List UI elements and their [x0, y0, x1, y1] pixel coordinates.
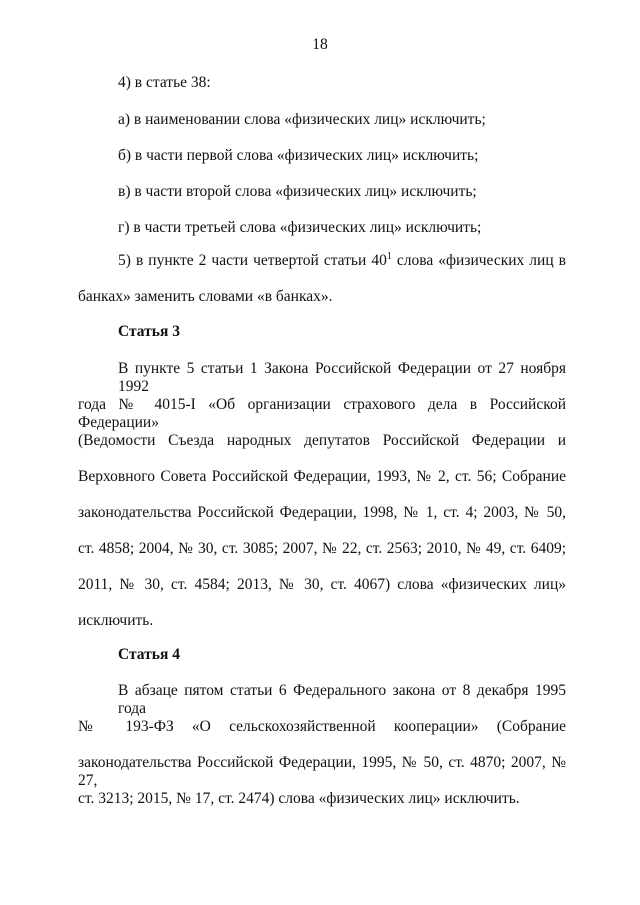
superscript: 1 [386, 251, 392, 262]
article-4-line-1: В абзаце пятом статьи 6 Федерального закона от 8 декабря 1995 года [118, 682, 566, 717]
article-3-heading: Статья 3 [118, 323, 180, 340]
list-item-4: 4) в статье 38: [118, 74, 211, 91]
list-item-b: б) в части первой слова «физических лиц» исключить; [118, 147, 479, 164]
article-3-line-1: В пункте 5 статьи 1 Закона Российской Федерации от 27 ноября 1992 [118, 360, 566, 395]
article-3-line-2: года № 4015-I «Об организации страхового дела в Российской Федерации» [78, 396, 566, 431]
article-4-line-4: ст. 3213; 2015, № 17, ст. 2474) слова «физических лиц» исключить. [78, 790, 520, 807]
list-item-5-line-2: банках» заменить словами «в банках». [78, 288, 333, 305]
article-3-line-3: (Ведомости Съезда народных депутатов Российской Федерации и [78, 432, 566, 449]
list-item-g: г) в части третьей слова «физических лиц» исключить; [118, 219, 482, 236]
article-4-line-3: законодательства Российской Федерации, 1995, № 50, ст. 4870; 2007, № 27, [78, 754, 566, 789]
article-3-line-8: исключить. [78, 612, 154, 629]
article-3-line-6: ст. 4858; 2004, № 30, ст. 3085; 2007, № 22, ст. 2563; 2010, № 49, ст. 6409; [78, 540, 566, 557]
article-4-line-2: № 193-ФЗ «О сельскохозяйственной кооперации» (Собрание [78, 718, 566, 735]
list-item-5-text: 5) в пункте 2 части четвертой статьи 40 [118, 252, 387, 269]
list-item-v: в) в части второй слова «физических лиц» исключить; [118, 183, 477, 200]
article-3-line-5: законодательства Российской Федерации, 1998, № 1, ст. 4; 2003, № 50, [78, 504, 566, 521]
article-4-heading: Статья 4 [118, 646, 180, 663]
article-3-line-7: 2011, № 30, ст. 4584; 2013, № 30, ст. 4067) слова «физических лиц» [78, 576, 566, 593]
article-3-line-4: Верховного Совета Российской Федерации, 1993, № 2, ст. 56; Собрание [78, 468, 566, 485]
list-item-a: а) в наименовании слова «физических лиц» исключить; [118, 111, 486, 128]
list-item-5-line-1 [118, 252, 566, 270]
page-number: 18 [312, 36, 328, 53]
list-item-5-text-tail: слова «физических лиц в [391, 252, 566, 269]
